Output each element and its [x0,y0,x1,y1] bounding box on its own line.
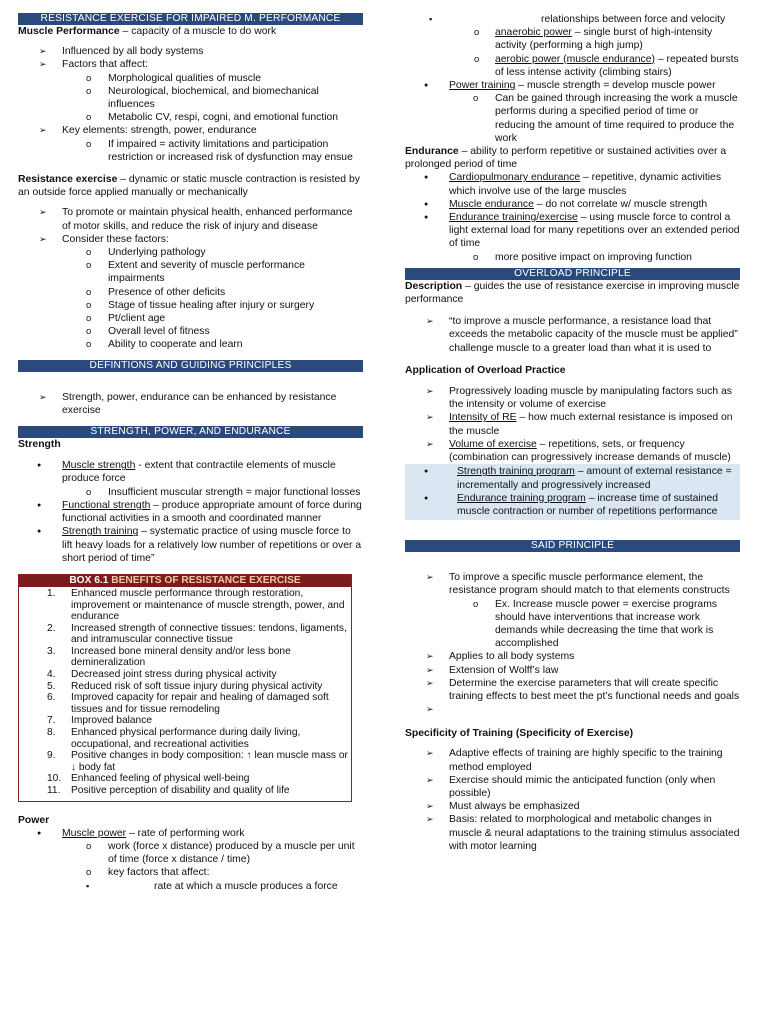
section-header-overload: OVERLOAD PRINCIPLE [405,268,740,280]
power-continued-list [405,13,740,26]
list-item: o Stage of tissue healing after injury or surgery [18,299,363,312]
list-item: ● Endurance training/exercise – using muscle force to control a light external load for many repetitions over an extended period of time o more positive impact on improving function [405,211,740,264]
list-item: o Can be gained through increasing the work a muscle performs during a specified period of time or reducing the amount of time required to produce the work [405,92,740,145]
benefit-item [19,715,351,727]
list-item: ➢ Adaptive effects of training are highly specific to the training method employed [405,747,740,773]
benefit-text: Reduced risk of soft tissue injury during physical activity [71,680,323,692]
benefit-item [19,681,351,693]
section-header-said: SAID PRINCIPLE [405,540,740,552]
list-item: ● Endurance training program – increase time of sustained muscle contraction or number of repetitions performance [405,492,740,518]
benefit-number: 8. [47,727,56,739]
benefit-number: 1. [47,587,56,599]
list-item: o Overall level of fitness [18,325,363,338]
benefits-box [18,574,352,802]
list-item: ● Strength training program – amount of external resistance = incrementally and progressively increased [405,465,740,491]
benefit-item [19,588,351,623]
benefit-number: 7. [47,715,56,727]
muscle-performance-def: Muscle Performance – capacity of a muscle to do work [18,26,277,37]
benefit-number: 9. [47,750,56,762]
benefit-text: Enhanced feeling of physical well-being [71,773,250,785]
application-list [405,385,740,464]
list-item: ➢ “to improve a muscle performance, a resistance load that exceeds the metabolic capacity of the muscle must be applied” challenge muscle to a greater load than what it is used to [405,315,740,355]
list-item: o Ex. Increase muscle power = exercise programs should have interventions that increase work demands while decreasing the time that work is accomplished [405,598,740,651]
benefit-text: Positive changes in body composition: ↑ lean muscle mass or ↓ body fat [71,750,348,773]
benefit-text: Positive perception of disability and quality of life [71,785,290,796]
list-item: o Underlying pathology [18,246,363,259]
definitions-list [18,391,363,417]
endurance-def: Endurance – ability to perform repetitive or sustained activities over a prolonged period of time [405,146,727,171]
benefit-text: Decreased joint stress during physical activity [71,669,277,681]
list-item: ● Strength training – systematic practice of using muscle force to lift heavy loads for a relatively low number of repetitions or over a short period of time” [18,525,363,565]
list-item: o If impaired = activity limitations and participation restriction or increased risk of dysfunction may ensue [18,138,363,164]
training-programs-highlight [405,464,740,520]
list-item: ➢ Influenced by all body systems [18,45,363,58]
list-item: ➢ Consider these factors: o Underlying pathology o Extent and severity of muscle performance impairments o Presence of other deficits o Stage of tissue healing after injury or surgery o Pt/client age o Overall level of fitness o Ability to cooperate and learn [18,233,363,352]
list-item: o Extent and severity of muscle performance impairments [18,259,363,285]
list-item: ● Cardiopulmonary endurance – repetitive, dynamic activities which involve use of the large muscles [405,171,740,197]
list-item: ● Power training – muscle strength = develop muscle power o Can be gained through increasing the work a muscle performs during a specified period of time or reducing the amount of time required to produce the work [405,79,740,145]
list-item: ▪ relationships between force and velocity [405,13,740,26]
list-item: o anaerobic power – single burst of high-intensity activity (performing a high jump) [451,26,740,52]
right-column [405,0,740,853]
resistance-exercise-def: Resistance exercise – dynamic or static muscle contraction is resisted by an outside force applied manually or mechanically [18,174,360,199]
left-column [18,0,363,893]
strength-title: Strength [18,439,61,451]
list-item [405,703,740,716]
benefit-number: 6. [47,692,56,704]
list-item: ➢ Intensity of RE – how much external resistance is imposed on the muscle [405,411,740,437]
list-item: ➢ Key elements: strength, power, endurance o If impaired = activity limitations and participation restriction or increased risk of dysfunction may ensue [18,124,363,164]
section-header-strength-power-endurance: STRENGTH, POWER, AND ENDURANCE [18,426,363,438]
list-item: o Ability to cooperate and learn [18,338,363,351]
specificity-list [405,747,740,853]
benefit-number: 5. [47,680,56,692]
list-item: o Neurological, biochemical, and biomechanical influences [18,85,363,111]
said-list [405,571,740,716]
list-item: ➢ To promote or maintain physical health, enhanced performance of motor skills, and reduce the risk of injury and disease [18,206,363,232]
list-item: o Presence of other deficits [18,286,363,299]
list-item: ● Functional strength – produce appropriate amount of force during functional activities in a smooth and coordinated manner [18,499,363,525]
benefit-item [19,773,351,785]
benefit-item [19,727,351,750]
strength-list [18,459,363,565]
resistance-exercise-list [18,206,363,351]
endurance-list [405,171,740,263]
benefit-item [19,692,351,715]
list-item: ▪ rate at which a muscle produces a force [62,880,363,893]
benefit-text: Enhanced muscle performance through restoration, improvement or maintenance of muscle strength, power, and endurance [71,587,345,623]
benefits-list [19,587,351,801]
benefit-text: Increased bone mineral density and/or less bone demineralization [71,645,291,669]
benefit-text: Enhanced physical performance during daily living, occupational, and recreational activities [71,727,301,750]
overload-quote-list [405,315,740,355]
power-types-list [451,26,740,79]
list-item: o Metabolic CV, respi, cogni, and emotional function [18,111,363,124]
benefit-number: 2. [47,622,56,634]
list-item: o Insufficient muscular strength = major functional losses [18,486,363,499]
list-item: ➢ Must always be emphasized [405,800,740,813]
benefit-item [19,669,351,681]
benefits-box-title: BOX 6.1 BENEFITS OF RESISTANCE EXERCISE [19,575,351,587]
list-item: o Morphological qualities of muscle [18,72,363,85]
section-header-resistance: RESISTANCE EXERCISE FOR IMPAIRED M. PERFORMANCE [18,13,363,25]
list-item: o Pt/client age [18,312,363,325]
list-item: ➢ Progressively loading muscle by manipulating factors such as the intensity or volume of exercise [405,385,740,411]
benefit-number: 4. [47,669,56,681]
list-item: ➢ Determine the exercise parameters that will create specific training effects to best meet the pt’s functional needs and goals [405,677,740,703]
benefit-item [19,646,351,669]
section-header-definitions: DEFINTIONS AND GUIDING PRINCIPLES [18,360,363,372]
list-item: ➢ Exercise should mimic the anticipated function (only when possible) [405,774,740,800]
list-item: o aerobic power (muscle endurance) – repeated bursts of less intense activity (climbing stairs) [451,53,740,79]
power-list [18,827,363,893]
list-item: ➢ Extension of Wolff’s law [405,664,740,677]
benefit-number: 3. [47,645,56,657]
benefit-number: 11. [47,785,61,796]
power-title: Power [18,814,50,826]
list-item: ➢ Applies to all body systems [405,650,740,663]
application-title: Application of Overload Practice [405,364,566,376]
list-item: ➢ Volume of exercise – repetitions, sets, or frequency (combination can progressively increase demands of muscle) [405,438,740,464]
list-item: ➢ Strength, power, endurance can be enhanced by resistance exercise [18,391,363,417]
benefit-text: Improved capacity for repair and healing of damaged soft tissues and for tissue remodeling [71,692,329,715]
benefit-text: Improved balance [71,715,152,727]
list-item: o key factors that affect: ▪ rate at which a muscle produces a force [18,866,363,892]
benefit-number: 10. [47,773,62,785]
list-item: ➢ Factors that affect: o Morphological qualities of muscle o Neurological, biochemical, and biomechanical influences o Metabolic CV, respi, cogni, and emotional function [18,58,363,124]
benefit-item [19,785,351,797]
benefit-item [19,750,351,773]
list-item: ● Muscle endurance – do not correlate w/ muscle strength [405,198,740,211]
benefit-item [19,623,351,646]
specificity-title: Specificity of Training (Specificity of Exercise) [405,728,634,740]
muscle-performance-list [18,45,363,164]
power-training-list [405,79,740,145]
list-item: o more positive impact on improving function [405,251,740,264]
overload-description: Description – guides the use of resistance exercise in improving muscle performance [405,280,740,306]
list-item: ➢ Basis: related to morphological and metabolic changes in muscle & neural adaptations to the training stimulus associated with motor learning [405,813,740,853]
list-item: ● Muscle power – rate of performing work o work (force x distance) produced by a muscle per unit of time (force x distance / time) o key factors that affect: ▪ rate at which a muscle produces a force [18,827,363,893]
list-item: ● Muscle strength - extent that contractile elements of muscle produce force o Insufficient muscular strength = major functional losses [18,459,363,499]
list-item: ➢ To improve a specific muscle performance element, the resistance program should match to that elements constructs o Ex. Increase muscle power = exercise programs should have interventions that increase work demands while decreasing the time that work is accomplished [405,571,740,650]
list-item: o work (force x distance) produced by a muscle per unit of time (force x distance / time) [18,840,363,866]
benefit-text: Increased strength of connective tissues: tendons, ligaments, and intramuscular connective tissue [71,622,347,646]
